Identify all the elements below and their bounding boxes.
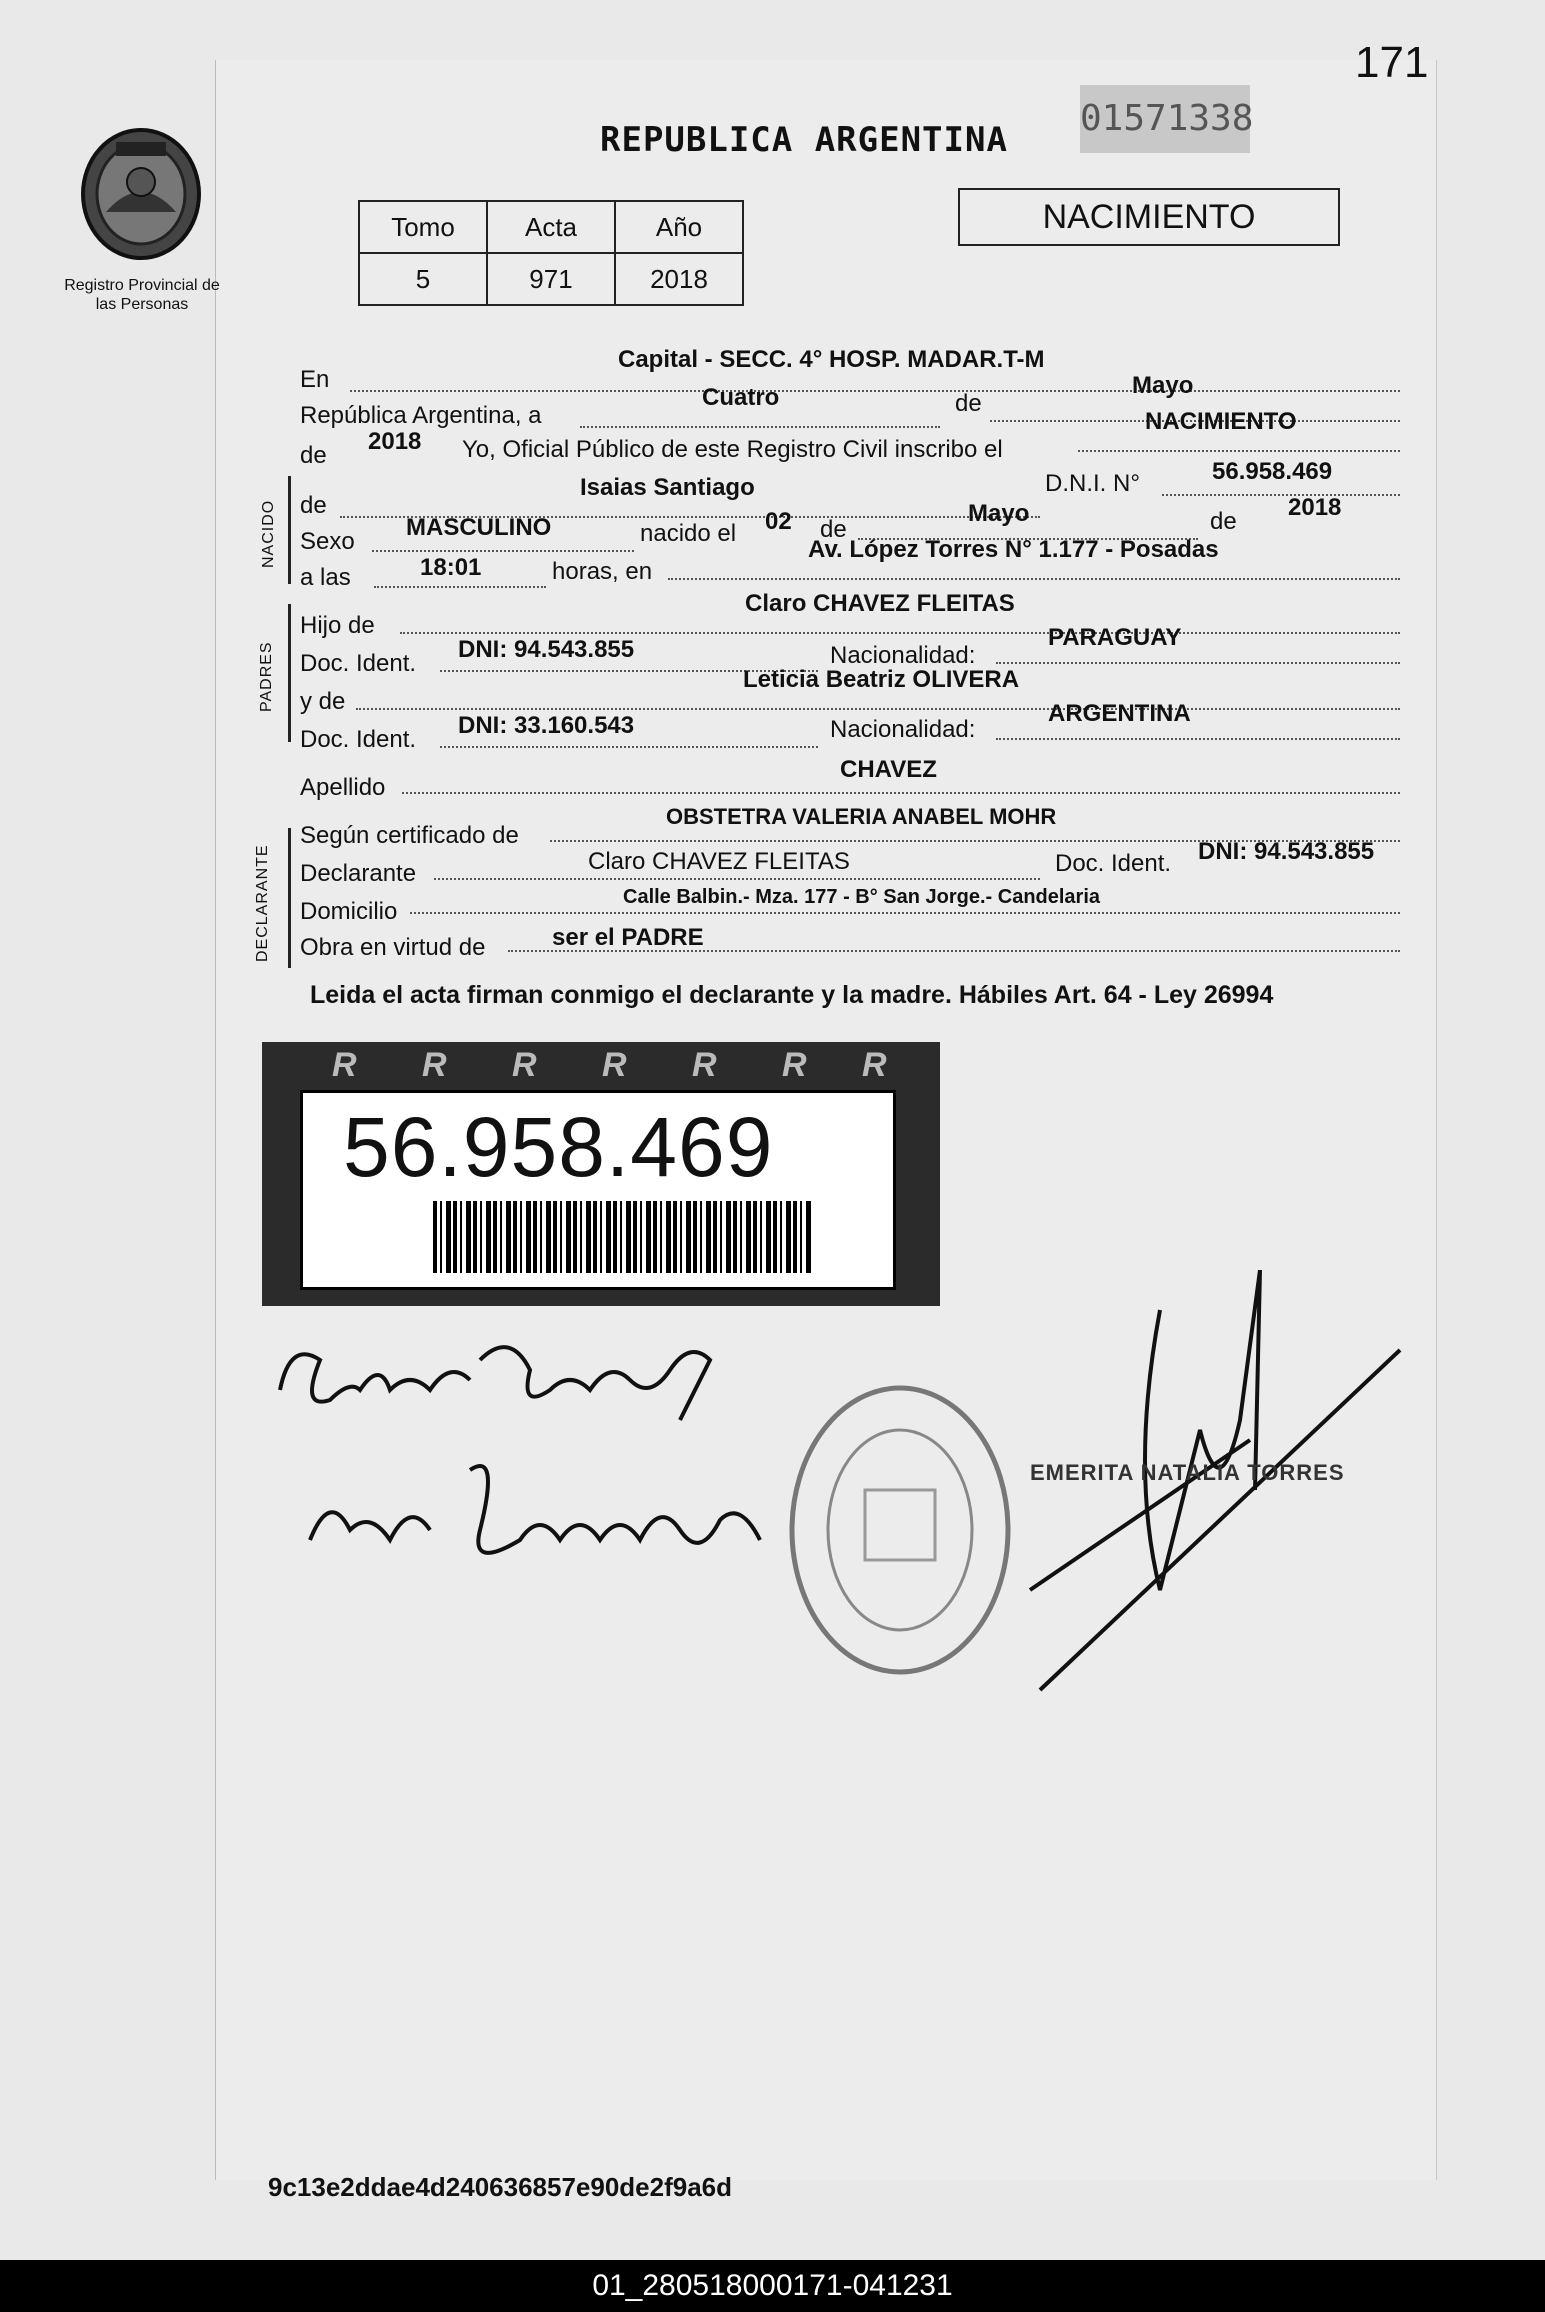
dni-nacido: 56.958.469 [1212, 458, 1333, 485]
pattern-letter: R [422, 1046, 447, 1084]
tipo-inscripcion: NACIMIENTO [1145, 408, 1297, 435]
barcode-icon [433, 1201, 813, 1273]
document-hash: 9c13e2ddae4d240636857e90de2f9a6d [268, 2172, 733, 2202]
domicilio-label: Domicilio [300, 898, 398, 925]
nacionalidad-madre: ARGENTINA [1048, 700, 1191, 727]
dni-label: D.N.I. N° [1045, 470, 1140, 497]
oficial-nombre: EMERITA NATALIA TORRES [1030, 1460, 1345, 1485]
dia-inscripcion: Cuatro [702, 384, 780, 411]
sexo-label: Sexo [300, 528, 355, 555]
mes-nacimiento: Mayo [968, 500, 1030, 527]
section-divider [288, 604, 291, 742]
obra-label: Obra en virtud de [300, 934, 486, 961]
a-las-label: a las [300, 564, 351, 591]
pattern-letter: R [602, 1046, 627, 1084]
dni-sticker [262, 1042, 940, 1306]
dotted-line [374, 586, 546, 588]
de-label: de [955, 390, 982, 417]
dotted-line [996, 738, 1400, 740]
dotted-line [1162, 494, 1400, 496]
page-number: 171 [1355, 38, 1429, 87]
signature-madre [300, 1450, 770, 1590]
document-type-box: NACIMIENTO [958, 188, 1340, 246]
document-title: REPUBLICA ARGENTINA [600, 120, 1008, 160]
dotted-line [350, 390, 1400, 392]
doc-ident-label: Doc. Ident. [300, 726, 417, 753]
dotted-line [668, 578, 1400, 580]
domicilio-value: Calle Balbin.- Mza. 177 - B° San Jorge.- Candelaria [623, 886, 1101, 908]
nombre-madre: Leticia Beatriz OLIVERA [743, 666, 1020, 693]
anio-value: 2018 [615, 253, 743, 305]
certificado-value: OBSTETRA VALERIA ANABEL MOHR [666, 804, 1057, 829]
nacionalidad-label: Nacionalidad: [830, 642, 976, 669]
apellido-label: Apellido [300, 774, 386, 801]
en-label: En [300, 366, 330, 393]
dotted-line [440, 746, 818, 748]
nombre-padre: Claro CHAVEZ FLEITAS [745, 590, 1015, 617]
section-divider [288, 828, 291, 968]
tomo-header: Tomo [359, 201, 487, 253]
horas-en-label: horas, en [552, 558, 653, 585]
apellido-value: CHAVEZ [840, 756, 937, 783]
anio-header: Año [615, 201, 743, 253]
official-stamp-icon [785, 1380, 1015, 1680]
acta-value: 971 [487, 253, 615, 305]
declarante-value: Claro CHAVEZ FLEITAS [588, 848, 850, 875]
dotted-line [400, 632, 1400, 634]
signature-padre [270, 1320, 730, 1440]
dotted-line [410, 912, 1400, 914]
leida-text: Leida el acta firman conmigo el declarante y la madre. Hábiles Art. 64 - Ley 26994 [310, 981, 1274, 1009]
doc-padre: DNI: 94.543.855 [458, 636, 635, 663]
mes-inscripcion: Mayo [1132, 372, 1194, 399]
y-de-label: y de [300, 688, 346, 715]
anio-inscripcion: 2018 [368, 428, 422, 455]
nacido-el-label: nacido el [640, 520, 737, 547]
serial-number: 01571338 [1080, 85, 1250, 153]
tomo-value: 5 [359, 253, 487, 305]
pattern-letter: R [332, 1046, 357, 1084]
dotted-line [356, 708, 1400, 710]
dia-nacimiento: 02 [765, 508, 792, 535]
dni-sticker-inner [300, 1090, 896, 1290]
seal-caption: Registro Provincial de las Personas [64, 277, 220, 313]
nacido-side-label: NACIDO [260, 499, 277, 568]
dotted-line [434, 878, 1040, 880]
section-divider [288, 476, 291, 584]
obra-value: ser el PADRE [552, 924, 704, 951]
lugar-nacimiento: Av. López Torres N° 1.177 - Posadas [808, 536, 1219, 563]
lugar-inscripcion: Capital - SECC. 4° HOSP. MADAR.T-M [618, 346, 1045, 373]
hijo-de-label: Hijo de [300, 612, 375, 639]
inscripcion-text: Yo, Oficial Público de este Registro Civil inscribo el [462, 436, 1003, 463]
de-label: de [1210, 508, 1237, 535]
doc-declarante: DNI: 94.543.855 [1198, 838, 1375, 865]
republica-label: República Argentina, a [300, 402, 542, 429]
nacido-de-label: de [300, 492, 327, 519]
sexo-value: MASCULINO [406, 514, 552, 541]
declarante-side-label: DECLARANTE [254, 844, 271, 962]
nombre-nacido: Isaias Santiago [580, 474, 755, 501]
dotted-line [996, 662, 1400, 664]
certificado-label: Según certificado de [300, 822, 519, 849]
dotted-line [580, 426, 940, 428]
hora-nacimiento: 18:01 [420, 554, 482, 581]
dotted-line [402, 792, 1400, 794]
dotted-line [372, 550, 634, 552]
pattern-letter: R [512, 1046, 537, 1084]
pattern-letter: R [692, 1046, 717, 1084]
doc-ident-label: Doc. Ident. [1055, 850, 1172, 877]
doc-ident-label: Doc. Ident. [300, 650, 417, 677]
pattern-letter: R [862, 1046, 887, 1084]
pattern-letter: R [782, 1046, 807, 1084]
padres-side-label: PADRES [258, 641, 275, 712]
dni-sticker-number: 56.958.469 [343, 1100, 774, 1194]
nacionalidad-label: Nacionalidad: [830, 716, 976, 743]
nacionalidad-padre: PARAGUAY [1048, 624, 1182, 651]
declarante-label: Declarante [300, 860, 417, 887]
acta-header: Acta [487, 201, 615, 253]
tomo-acta-table [358, 200, 744, 306]
footer-code: 01_280518000171-041231 [0, 2260, 1545, 2312]
de-label: de [820, 516, 847, 543]
dotted-line [1078, 450, 1400, 452]
doc-madre: DNI: 33.160.543 [458, 712, 635, 739]
anio-nacimiento: 2018 [1288, 494, 1342, 521]
provincial-seal-icon [76, 122, 206, 262]
signature-oficial [1020, 1270, 1420, 1710]
de2-label: de [300, 442, 327, 469]
